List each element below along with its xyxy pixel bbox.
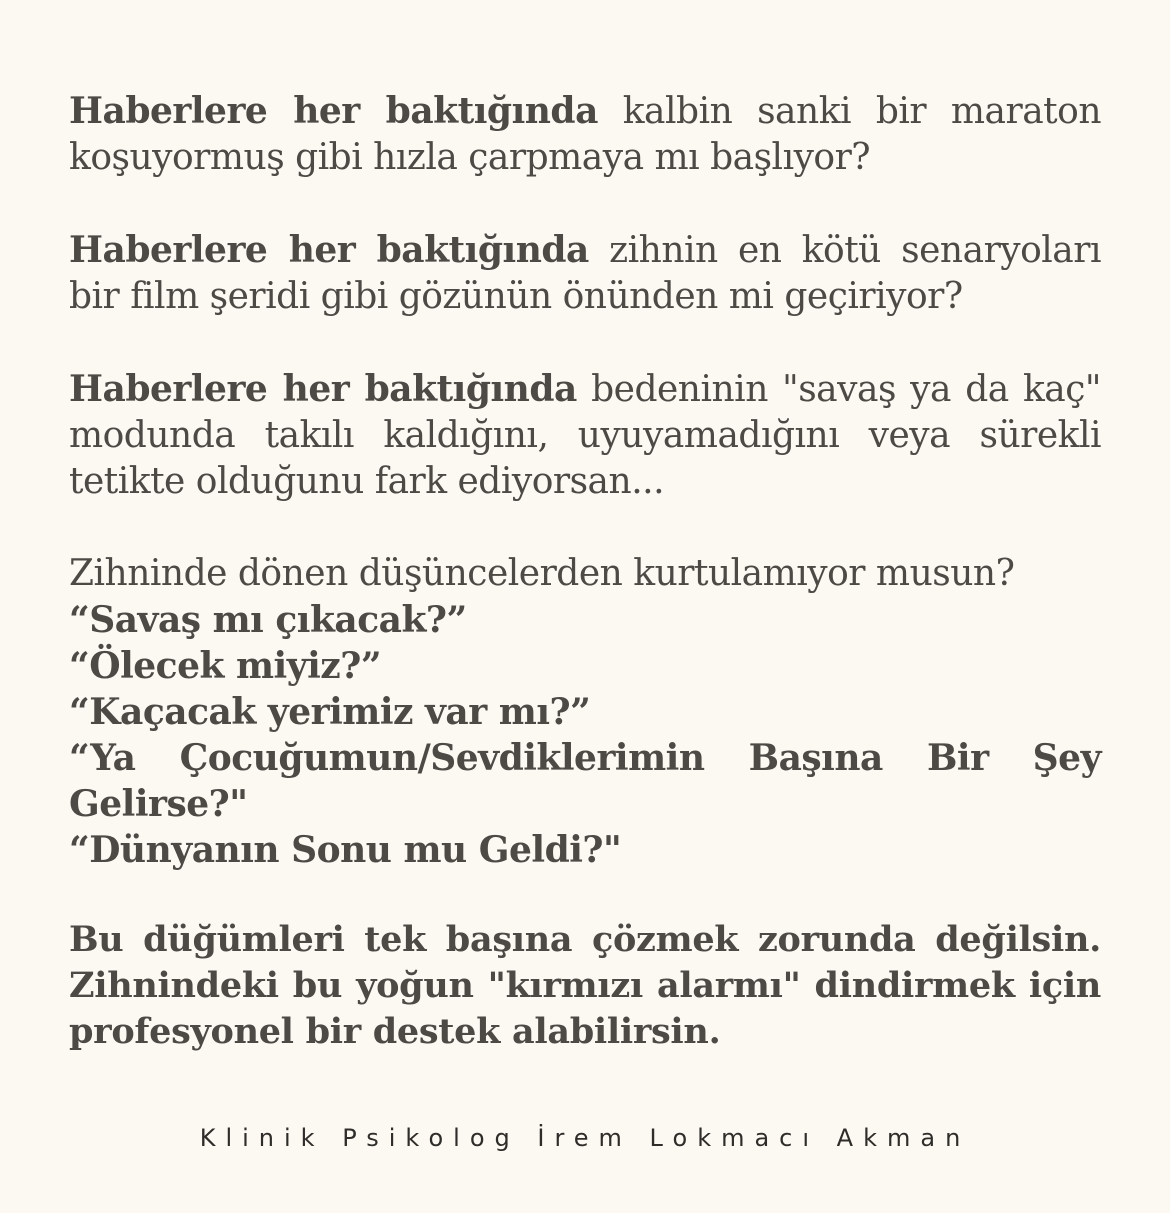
author-signature: Klinik Psikolog İrem Lokmacı Akman	[199, 1124, 971, 1152]
paragraph-heart-text: kalbin sanki bir maraton koşuyormuş gibi hızla çarpmaya mı başlıyor?	[69, 91, 1101, 178]
paragraph-mind-lead: Haberlere her baktığında	[69, 229, 589, 271]
paragraph-heart-lead: Haberlere her baktığında	[69, 90, 598, 132]
closing-message: Bu düğümleri tek başına çözmek zorunda değilsin. Zihnindeki bu yoğun "kırmızı alarmı" dindirmek için profesyonel bir destek alabilirsin.	[69, 919, 1101, 1052]
paragraph-mind	[69, 227, 1101, 320]
paragraph-body	[69, 366, 1101, 505]
question-loved-ones-line1: “Ya Çocuğumun/Sevdiklerimin Başına Bir Şey	[69, 737, 1101, 779]
questions-intro: Zihninde dönen düşüncelerden kurtulamıyor musun?	[69, 553, 1015, 594]
question-war: “Savaş mı çıkacak?”	[69, 599, 467, 641]
paragraph-body-text: bedeninin "savaş ya da kaç" modunda takılı kaldığını, uyuyamadığını veya sürekli tetikte olduğunu fark ediyorsan...	[69, 369, 1101, 502]
question-loved-ones-line2: Gelirse?"	[69, 783, 248, 825]
paragraph-heart	[69, 88, 1101, 181]
post-body	[69, 88, 1101, 1055]
question-end-of-world: “Dünyanın Sonu mu Geldi?"	[69, 829, 622, 871]
paragraph-mind-text: zihnin en kötü senaryoları bir film şeridi gibi gözünün önünden mi geçiriyor?	[69, 230, 1101, 317]
paragraph-body-lead: Haberlere her baktığında	[69, 368, 577, 410]
question-die: “Ölecek miyiz?”	[69, 645, 382, 687]
questions-block	[69, 551, 1101, 873]
question-escape: “Kaçacak yerimiz var mı?”	[69, 691, 591, 733]
